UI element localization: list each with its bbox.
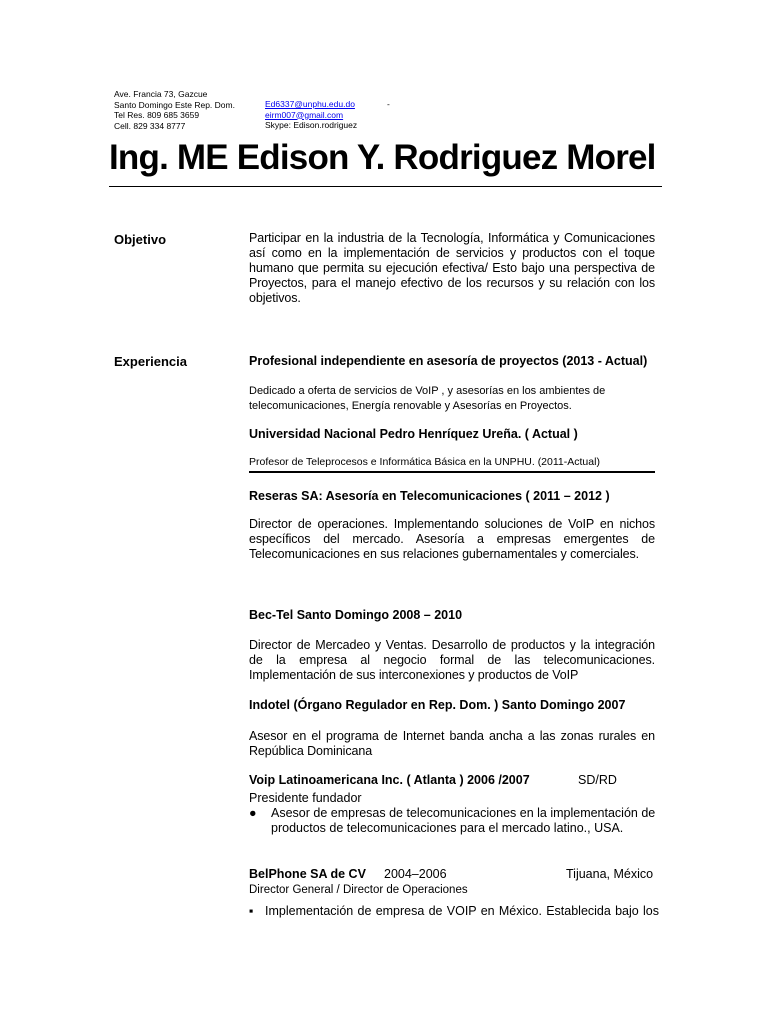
phone-cell: Cell. 829 334 8777: [114, 120, 186, 131]
bullet-square-icon: ▪: [249, 904, 254, 918]
contact-dash: -: [387, 99, 390, 109]
job-bullet-list: [249, 806, 659, 836]
job-title: Universidad Nacional Pedro Henríquez Ureña. ( Actual ): [249, 427, 578, 441]
job-description: Director de Mercadeo y Ventas. Desarrollo de productos y la integración de la empresa al negocio formal de las telecomunicaciones. Implementación de sus interconexiones y productos de VoIP: [249, 638, 655, 682]
job-location: Tijuana, México: [566, 867, 654, 881]
bullet-text: Asesor de empresas de telecomunicaciones en la implementación de productos de telecomunicaciones para el mercado latino., USA.: [271, 806, 656, 835]
job-title: Reseras SA: Asesoría en Telecomunicaciones ( 2011 – 2012 ): [249, 489, 610, 503]
list-item: [249, 904, 659, 919]
header-divider: [109, 186, 662, 187]
contact-address-block: [114, 89, 235, 131]
job-title: Indotel (Órgano Regulador en Rep. Dom. ) Santo Domingo 2007: [249, 698, 626, 712]
list-item: [249, 806, 659, 836]
job-title: Bec-Tel Santo Domingo 2008 – 2010: [249, 608, 463, 622]
objective-label: Objetivo: [114, 232, 167, 247]
job-description: Profesor de Teleprocesos e Informática Básica en la UNPHU. (2011-Actual): [249, 456, 600, 468]
email-link-unphu[interactable]: Ed6337@unphu.edu.do: [265, 99, 355, 109]
section-divider: [249, 471, 655, 473]
experience-label: Experiencia: [114, 354, 187, 369]
job-title: Profesional independiente en asesoría de proyectos (2013 - Actual): [249, 354, 648, 368]
job-description: Director de operaciones. Implementando soluciones de VoIP en nichos específicos del mercado. Asesoría a empresas emergentes de Telecomunicaciones en sus relaciones gubernamentales y comerciales.: [249, 517, 655, 561]
job-role: Director General / Director de Operaciones: [249, 884, 468, 896]
bullet-dot-icon: ●: [249, 806, 257, 820]
job-description: Asesor en el programa de Internet banda ancha a las zonas rurales en República Dominicana: [249, 729, 655, 758]
bullet-text: Implementación de empresa de VOIP en México. Establecida bajo los: [265, 904, 659, 918]
page-title: Ing. ME Edison Y. Rodriguez Morel: [109, 138, 656, 177]
email-link-gmail[interactable]: eirm007@gmail.com: [265, 109, 344, 120]
job-company: BelPhone SA de CV: [249, 867, 366, 881]
contact-online-block: [265, 99, 357, 131]
job-location: SD/RD: [578, 773, 617, 787]
address-line-1: Ave. Francia 73, Gazcue: [114, 89, 208, 99]
phone-res: Tel Res. 809 685 3659: [114, 110, 200, 120]
objective-text: Participar en la industria de la Tecnología, Informática y Comunicaciones así como en la implementación de servicios y productos con el toque humano que permita su ejecución efectiva/ Esto bajo una perspectiva de Proyectos, para el manejo efectivo de los recursos y su relación con los objetivos.: [249, 231, 655, 305]
job-description: Dedicado a oferta de servicios de VoIP , y asesorías en los ambientes de telecomunicaciones, Energía renovable y Asesorías en Proyectos.: [249, 385, 606, 412]
job-bullet-list: [249, 904, 659, 920]
job-years: 2004–2006: [384, 867, 447, 881]
job-title: Voip Latinoamericana Inc. ( Atlanta ) 2006 /2007: [249, 773, 530, 787]
job-role: Presidente fundador: [249, 791, 362, 805]
address-line-2: Santo Domingo Este Rep. Dom.: [114, 99, 235, 110]
skype-id: Skype: Edison.rodriguez: [265, 120, 358, 130]
